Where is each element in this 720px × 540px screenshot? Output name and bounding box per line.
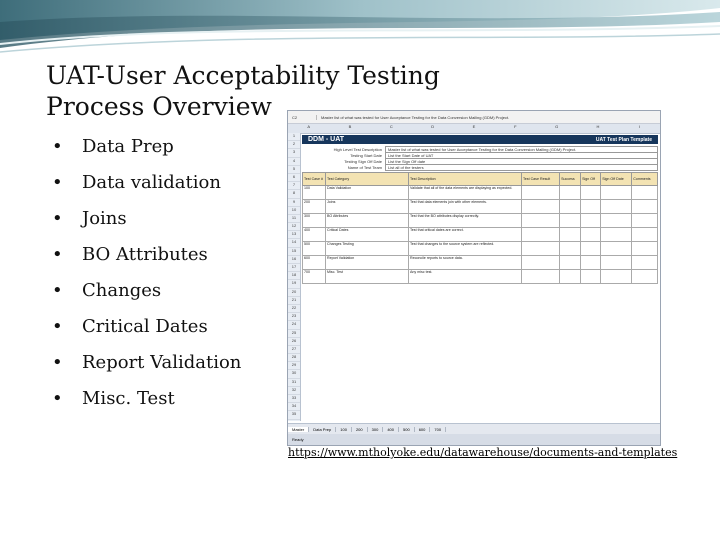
test-category: BO Attributes: [326, 214, 409, 228]
row-number: 22: [288, 305, 300, 313]
column-header: D: [431, 124, 435, 129]
row-number: 27: [288, 346, 300, 354]
column-header: E: [472, 124, 476, 129]
row-number: 9: [288, 199, 300, 207]
test-case-id: 500: [303, 242, 326, 256]
empty-cell: [581, 214, 601, 228]
sheet-tab[interactable]: 400: [383, 427, 399, 432]
empty-cell: [522, 214, 560, 228]
empty-cell: [522, 186, 560, 200]
formula-text: Master list of what was tested for User Acceptance Testing for the Data Conversion Mailing (GDM) Project.: [321, 114, 510, 120]
meta-key: Testing Start Date: [350, 152, 382, 158]
empty-cell: [632, 214, 658, 228]
row-number: 23: [288, 313, 300, 321]
row-number: 24: [288, 321, 300, 329]
empty-cell: [560, 214, 581, 228]
empty-cell: [560, 256, 581, 270]
row-number: 34: [288, 403, 300, 411]
empty-cell: [632, 186, 658, 200]
empty-cell: [522, 270, 560, 284]
empty-cell: [581, 186, 601, 200]
empty-cell: [601, 186, 632, 200]
uat-template-label: UAT Test Plan Template: [595, 136, 652, 143]
column-header: C: [389, 124, 393, 129]
row-number: 4: [288, 158, 300, 166]
sheet-tab[interactable]: 300: [368, 427, 384, 432]
empty-cell: [560, 242, 581, 256]
empty-cell: [581, 228, 601, 242]
test-category: Critical Dates: [326, 228, 409, 242]
row-number: 8: [288, 190, 300, 198]
uat-title: DDM - UAT: [308, 136, 345, 143]
column-header: F: [514, 124, 517, 129]
empty-cell: [601, 242, 632, 256]
sheet-tab[interactable]: 600: [415, 427, 431, 432]
spreadsheet-screenshot: [287, 110, 661, 446]
formula-bar: [288, 111, 660, 124]
bullet-text: Misc. Test: [82, 387, 175, 409]
row-number: 20: [288, 289, 300, 297]
bullet-text: BO Attributes: [82, 243, 208, 265]
empty-cell: [632, 228, 658, 242]
test-case-id: 100: [303, 186, 326, 200]
row-number: 7: [288, 182, 300, 190]
empty-cell: [581, 242, 601, 256]
sheet-tab[interactable]: 200: [352, 427, 368, 432]
row-number: 11: [288, 215, 300, 223]
row-number: 3: [288, 149, 300, 157]
bullet-text: Data validation: [82, 171, 221, 193]
slide-title-line: Process Overview: [46, 92, 272, 121]
empty-cell: [632, 200, 658, 214]
row-number: 35: [288, 411, 300, 419]
empty-cell: [601, 200, 632, 214]
empty-cell: [522, 200, 560, 214]
test-category: Joins: [326, 200, 409, 214]
row-number: 15: [288, 248, 300, 256]
row-number: 10: [288, 207, 300, 215]
test-category: Data Validation: [326, 186, 409, 200]
meta-value: List the Sign Off date: [385, 158, 658, 165]
bullet-dot-icon: •: [52, 135, 63, 157]
bullet-dot-icon: •: [52, 171, 63, 193]
bullet-text: Joins: [82, 207, 127, 229]
bullet-item: [52, 272, 241, 308]
bullet-item: [52, 128, 241, 164]
meta-key: Testing Sign Off Date: [344, 158, 382, 164]
bullet-dot-icon: •: [52, 207, 63, 229]
sheet-tab[interactable]: 700: [430, 427, 446, 432]
bullet-item: [52, 380, 241, 416]
test-description: Test that data elements join with other elements.: [409, 200, 522, 214]
bullet-text: Report Validation: [82, 351, 242, 373]
bullet-item: [52, 308, 241, 344]
empty-cell: [560, 200, 581, 214]
meta-value: Master list of what was tested for User Acceptance Testing for the Data Conversion Mailing (GDM) Project.: [385, 146, 658, 153]
row-numbers: [288, 133, 301, 421]
meta-value: List the Start Date of UAT: [385, 152, 658, 159]
test-case-id: 600: [303, 256, 326, 270]
bullet-dot-icon: •: [52, 387, 63, 409]
test-description: Test that changes to the source system are reflected.: [409, 242, 522, 256]
sheet-tabs: [288, 423, 660, 434]
uat-table: [302, 172, 658, 284]
empty-cell: [601, 214, 632, 228]
test-description: Test that the BO attributes display correctly.: [409, 214, 522, 228]
meta-row: [302, 164, 658, 170]
row-number: 30: [288, 370, 300, 378]
column-header: G: [555, 124, 559, 129]
table-row: [303, 228, 658, 242]
table-header-row: [303, 173, 658, 186]
empty-cell: [581, 256, 601, 270]
uat-meta: [302, 146, 658, 170]
bullet-dot-icon: •: [52, 279, 63, 301]
sheet-tab[interactable]: Data Prep: [309, 427, 336, 432]
empty-cell: [522, 256, 560, 270]
test-description: Any misc test.: [409, 270, 522, 284]
source-link[interactable]: https://www.mtholyoke.edu/datawarehouse/documents-and-templates: [288, 446, 678, 459]
column-header: B: [348, 124, 352, 129]
test-description: Validate that all of the data elements are displaying as expected.: [409, 186, 522, 200]
table-header: Test Case #: [303, 173, 326, 186]
meta-key: High Level Test Description: [333, 146, 382, 152]
row-number: 17: [288, 264, 300, 272]
meta-value: List all of the testers: [385, 164, 658, 171]
empty-cell: [522, 228, 560, 242]
bullet-list: [52, 128, 241, 416]
row-number: 26: [288, 338, 300, 346]
bullet-dot-icon: •: [52, 315, 63, 337]
header-swoosh-banner: [0, 0, 720, 60]
bullet-text: Critical Dates: [82, 315, 208, 337]
table-header: Test Description: [409, 173, 522, 186]
row-number: 5: [288, 166, 300, 174]
table-header: Test Category: [326, 173, 409, 186]
empty-cell: [601, 228, 632, 242]
table-header: Test Case Result: [522, 173, 560, 186]
table-row: [303, 256, 658, 270]
table-row: [303, 214, 658, 228]
row-number: 29: [288, 362, 300, 370]
sheet-grid: [288, 133, 660, 421]
test-description: Test that critical dates are correct.: [409, 228, 522, 242]
empty-cell: [632, 256, 658, 270]
test-category: Misc. Test: [326, 270, 409, 284]
bullet-dot-icon: •: [52, 351, 63, 373]
row-number: 18: [288, 272, 300, 280]
empty-cell: [601, 256, 632, 270]
row-number: 13: [288, 231, 300, 239]
meta-key: Name of Test Team: [347, 164, 382, 170]
table-row: [303, 242, 658, 256]
sheet-tab[interactable]: 500: [399, 427, 415, 432]
row-number: 32: [288, 387, 300, 395]
row-number: 21: [288, 297, 300, 305]
row-number: 28: [288, 354, 300, 362]
row-number: 25: [288, 330, 300, 338]
test-case-id: 200: [303, 200, 326, 214]
test-case-id: 400: [303, 228, 326, 242]
row-number: 1: [288, 133, 300, 141]
table-header: Sign Off: [581, 173, 601, 186]
table-row: [303, 186, 658, 200]
empty-cell: [560, 270, 581, 284]
test-category: Report Validation: [326, 256, 409, 270]
row-number: 6: [288, 174, 300, 182]
empty-cell: [560, 228, 581, 242]
bullet-dot-icon: •: [52, 243, 63, 265]
status-bar: Ready: [288, 434, 661, 445]
sheet-tab[interactable]: 100: [336, 427, 352, 432]
empty-cell: [581, 200, 601, 214]
empty-cell: [560, 186, 581, 200]
column-header: A: [307, 124, 310, 129]
test-description: Reconcile reports to source data.: [409, 256, 522, 270]
empty-cell: [632, 242, 658, 256]
column-header: H: [596, 124, 600, 129]
row-number: 2: [288, 141, 300, 149]
test-category: Changes Testing: [326, 242, 409, 256]
slide-title-line: UAT-User Acceptability Testing: [46, 61, 440, 90]
cell-reference: C2: [292, 115, 317, 120]
table-header: Comments: [632, 173, 658, 186]
empty-cell: [632, 270, 658, 284]
table-row: [303, 270, 658, 284]
sheet-tab[interactable]: Master: [288, 427, 309, 432]
row-number: 19: [288, 280, 300, 288]
bullet-item: [52, 200, 241, 236]
bullet-item: [52, 236, 241, 272]
uat-header-bar: [302, 135, 658, 144]
bullet-text: Changes: [82, 279, 162, 301]
row-number: 14: [288, 239, 300, 247]
row-number: 16: [288, 256, 300, 264]
bullet-item: [52, 344, 241, 380]
bullet-text: Data Prep: [82, 135, 174, 157]
empty-cell: [522, 242, 560, 256]
bullet-item: [52, 164, 241, 200]
row-number: 31: [288, 379, 300, 387]
empty-cell: [601, 270, 632, 284]
column-header: I: [638, 124, 640, 129]
test-case-id: 700: [303, 270, 326, 284]
empty-cell: [581, 270, 601, 284]
table-header: Success: [560, 173, 581, 186]
table-row: [303, 200, 658, 214]
row-number: 33: [288, 395, 300, 403]
row-number: 12: [288, 223, 300, 231]
test-case-id: 300: [303, 214, 326, 228]
table-header: Sign Off Date: [601, 173, 632, 186]
sheet-content: [302, 135, 658, 284]
